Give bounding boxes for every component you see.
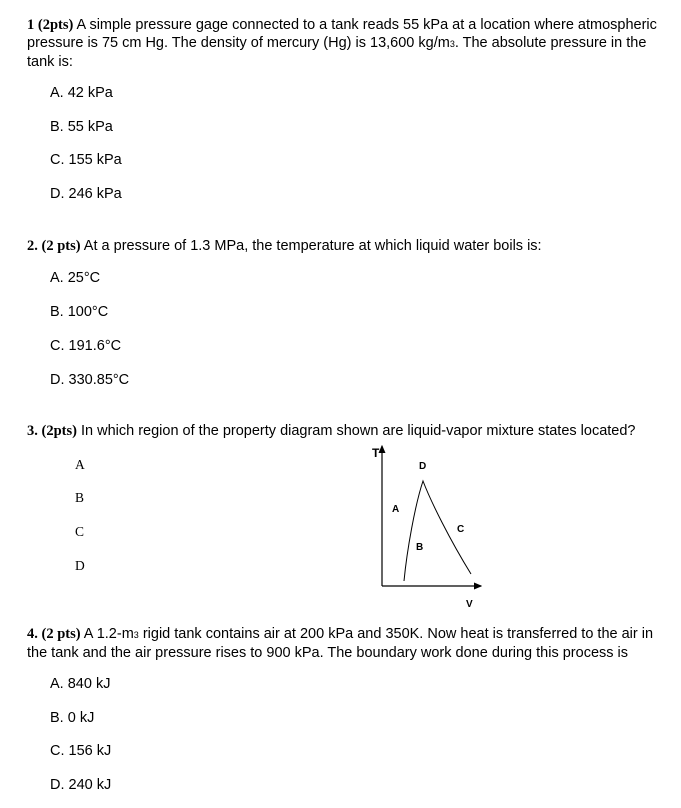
question-3-text: In which region of the property diagram shown are liquid-vapor mixture states located? bbox=[76, 423, 636, 439]
t-axis-label: T bbox=[372, 446, 380, 460]
question-1-number: 1 (2pts) bbox=[27, 17, 74, 33]
question-2-text: At a pressure of 1.3 MPa, the temperature at which liquid water boils is: bbox=[80, 238, 542, 254]
q2-option-c[interactable]: C. 191.6°C bbox=[50, 338, 122, 354]
q1-option-d[interactable]: D. 246 kPa bbox=[50, 186, 122, 202]
q2-option-d[interactable]: D. 330.85°C bbox=[50, 372, 130, 388]
question-4-text: A 1.2-m3 rigid tank contains air at 200 kPa and 350K. Now heat is transferred to the air in the tank and the air pressure rises to 900 kPa. The boundary work done during this process is bbox=[27, 626, 654, 661]
q3-option-b[interactable]: B bbox=[75, 490, 85, 505]
question-4 bbox=[27, 625, 667, 662]
q1-option-c[interactable]: C. 155 kPa bbox=[50, 152, 122, 168]
q4-option-d[interactable]: D. 240 kJ bbox=[50, 777, 112, 793]
region-label-d: D bbox=[419, 461, 427, 472]
question-4-number: 4. (2 pts) bbox=[27, 626, 81, 642]
region-label-c: C bbox=[457, 524, 465, 535]
question-2-number: 2. (2 pts) bbox=[27, 238, 81, 254]
q1-option-a[interactable]: A. 42 kPa bbox=[50, 85, 113, 101]
q1-option-b[interactable]: B. 55 kPa bbox=[50, 119, 113, 135]
question-3-number: 3. (2pts) bbox=[27, 423, 77, 439]
q2-option-a[interactable]: A. 25°C bbox=[50, 270, 101, 286]
q3-option-c[interactable]: C bbox=[75, 524, 85, 539]
q4-option-a[interactable]: A. 840 kJ bbox=[50, 676, 111, 692]
region-label-a: A bbox=[392, 504, 400, 515]
q4-option-b[interactable]: B. 0 kJ bbox=[50, 710, 95, 726]
question-3 bbox=[27, 422, 667, 440]
question-1 bbox=[27, 16, 667, 71]
q2-option-b[interactable]: B. 100°C bbox=[50, 304, 109, 320]
tv-property-diagram bbox=[365, 440, 490, 612]
q3-option-a[interactable]: A bbox=[75, 457, 85, 472]
question-1-text: A simple pressure gage connected to a tank reads 55 kPa at a location where atmospheric pressure is 75 cm Hg. The density of mercury (Hg) is 13,600 kg/m3. The absolute pressure in the tank is: bbox=[27, 17, 657, 70]
question-2 bbox=[27, 237, 667, 255]
v-axis-label: V bbox=[466, 599, 473, 610]
q4-option-c[interactable]: C. 156 kJ bbox=[50, 743, 112, 759]
region-label-b: B bbox=[416, 542, 424, 553]
q3-option-d[interactable]: D bbox=[75, 558, 85, 573]
